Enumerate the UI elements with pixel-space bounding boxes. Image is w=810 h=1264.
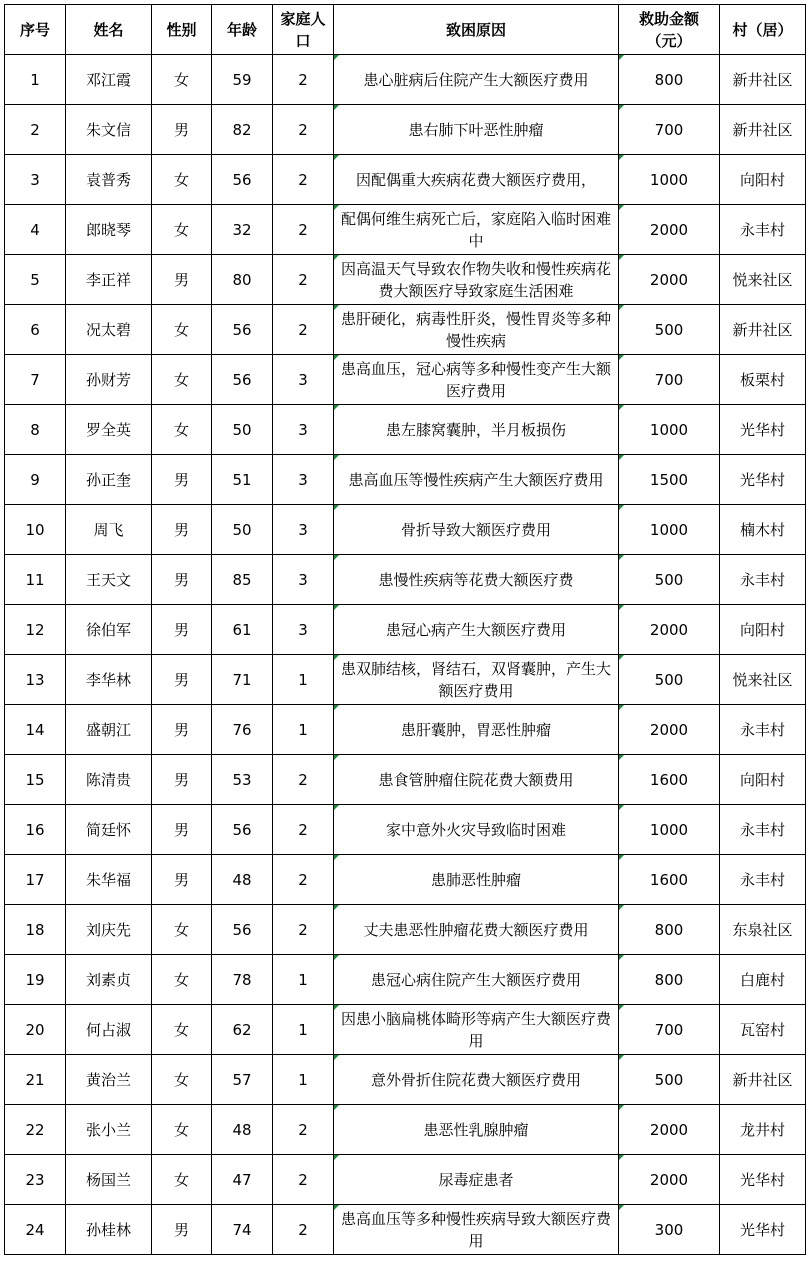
cell-name: 陈清贵 <box>66 755 152 805</box>
cell-reason: 患冠心病产生大额医疗费用 <box>334 605 619 655</box>
cell-age: 50 <box>212 505 273 555</box>
cell-reason: 因高温天气导致农作物失收和慢性疾病花费大额医疗导致家庭生活困难 <box>334 255 619 305</box>
cell-reason: 患恶性乳腺肿瘤 <box>334 1105 619 1155</box>
cell-amount: 300 <box>619 1205 720 1255</box>
cell-family: 2 <box>273 55 334 105</box>
cell-village: 新井社区 <box>720 105 806 155</box>
cell-age: 78 <box>212 955 273 1005</box>
cell-age: 61 <box>212 605 273 655</box>
cell-name: 袁普秀 <box>66 155 152 205</box>
cell-amount: 1600 <box>619 755 720 805</box>
cell-village: 悦来社区 <box>720 655 806 705</box>
cell-age: 48 <box>212 855 273 905</box>
cell-name: 孙财芳 <box>66 355 152 405</box>
cell-amount: 800 <box>619 905 720 955</box>
cell-age: 76 <box>212 705 273 755</box>
cell-family: 2 <box>273 255 334 305</box>
cell-reason: 骨折导致大额医疗费用 <box>334 505 619 555</box>
cell-village: 悦来社区 <box>720 255 806 305</box>
cell-name: 黄治兰 <box>66 1055 152 1105</box>
table-row <box>5 605 806 655</box>
cell-name: 郎晓琴 <box>66 205 152 255</box>
cell-name: 罗全英 <box>66 405 152 455</box>
cell-name: 刘庆先 <box>66 905 152 955</box>
cell-reason: 意外骨折住院花费大额医疗费用 <box>334 1055 619 1105</box>
cell-gender: 女 <box>152 1155 212 1205</box>
cell-name: 杨国兰 <box>66 1155 152 1205</box>
cell-reason: 患慢性疾病等花费大额医疗费 <box>334 555 619 605</box>
cell-no: 18 <box>5 905 66 955</box>
cell-family: 1 <box>273 955 334 1005</box>
cell-amount: 2000 <box>619 205 720 255</box>
table-row <box>5 455 806 505</box>
cell-family: 2 <box>273 755 334 805</box>
cell-reason: 患冠心病住院产生大额医疗费用 <box>334 955 619 1005</box>
cell-amount: 500 <box>619 305 720 355</box>
table-row <box>5 755 806 805</box>
cell-gender: 男 <box>152 855 212 905</box>
header-no: 序号 <box>5 5 66 55</box>
cell-gender: 女 <box>152 955 212 1005</box>
table-row <box>5 1155 806 1205</box>
cell-age: 56 <box>212 155 273 205</box>
cell-no: 13 <box>5 655 66 705</box>
cell-family: 3 <box>273 405 334 455</box>
cell-family: 2 <box>273 805 334 855</box>
cell-village: 瓦窑村 <box>720 1005 806 1055</box>
cell-family: 3 <box>273 555 334 605</box>
cell-reason: 丈夫患恶性肿瘤花费大额医疗费用 <box>334 905 619 955</box>
cell-gender: 女 <box>152 355 212 405</box>
cell-gender: 女 <box>152 905 212 955</box>
cell-family: 1 <box>273 655 334 705</box>
table-row <box>5 205 806 255</box>
table-row <box>5 655 806 705</box>
cell-amount: 1000 <box>619 505 720 555</box>
cell-age: 80 <box>212 255 273 305</box>
cell-family: 2 <box>273 905 334 955</box>
table-row <box>5 955 806 1005</box>
cell-age: 32 <box>212 205 273 255</box>
cell-reason: 配偶何维生病死亡后，家庭陷入临时困难中 <box>334 205 619 255</box>
cell-gender: 男 <box>152 505 212 555</box>
cell-no: 5 <box>5 255 66 305</box>
cell-name: 朱华福 <box>66 855 152 905</box>
table-row <box>5 855 806 905</box>
cell-village: 光华村 <box>720 455 806 505</box>
cell-reason: 患双肺结核，肾结石，双肾囊肿，产生大额医疗费用 <box>334 655 619 705</box>
cell-age: 53 <box>212 755 273 805</box>
cell-village: 向阳村 <box>720 155 806 205</box>
cell-reason: 患高血压等慢性疾病产生大额医疗费用 <box>334 455 619 505</box>
cell-no: 21 <box>5 1055 66 1105</box>
cell-family: 1 <box>273 705 334 755</box>
cell-name: 简廷怀 <box>66 805 152 855</box>
cell-amount: 800 <box>619 955 720 1005</box>
cell-family: 2 <box>273 1155 334 1205</box>
cell-village: 东泉社区 <box>720 905 806 955</box>
cell-gender: 女 <box>152 1005 212 1055</box>
cell-amount: 2000 <box>619 1155 720 1205</box>
cell-gender: 男 <box>152 455 212 505</box>
table-row <box>5 1105 806 1155</box>
header-row <box>5 5 806 55</box>
header-gender: 性别 <box>152 5 212 55</box>
cell-name: 朱文信 <box>66 105 152 155</box>
cell-reason: 患心脏病后住院产生大额医疗费用 <box>334 55 619 105</box>
cell-no: 12 <box>5 605 66 655</box>
cell-name: 徐伯军 <box>66 605 152 655</box>
cell-amount: 800 <box>619 55 720 105</box>
table-row <box>5 705 806 755</box>
table-row <box>5 305 806 355</box>
cell-gender: 女 <box>152 205 212 255</box>
cell-gender: 女 <box>152 1105 212 1155</box>
cell-age: 56 <box>212 805 273 855</box>
cell-name: 盛朝江 <box>66 705 152 755</box>
table-row <box>5 1055 806 1105</box>
cell-family: 2 <box>273 105 334 155</box>
cell-age: 57 <box>212 1055 273 1105</box>
cell-no: 10 <box>5 505 66 555</box>
cell-name: 邓江霞 <box>66 55 152 105</box>
cell-no: 23 <box>5 1155 66 1205</box>
cell-reason: 家中意外火灾导致临时困难 <box>334 805 619 855</box>
cell-age: 59 <box>212 55 273 105</box>
cell-family: 2 <box>273 305 334 355</box>
table-row <box>5 155 806 205</box>
cell-gender: 男 <box>152 755 212 805</box>
cell-amount: 700 <box>619 1005 720 1055</box>
cell-no: 14 <box>5 705 66 755</box>
cell-village: 永丰村 <box>720 555 806 605</box>
cell-no: 2 <box>5 105 66 155</box>
cell-no: 7 <box>5 355 66 405</box>
header-age: 年龄 <box>212 5 273 55</box>
cell-village: 永丰村 <box>720 805 806 855</box>
cell-name: 张小兰 <box>66 1105 152 1155</box>
cell-name: 李正祥 <box>66 255 152 305</box>
cell-no: 16 <box>5 805 66 855</box>
cell-no: 6 <box>5 305 66 355</box>
cell-amount: 700 <box>619 355 720 405</box>
cell-village: 新井社区 <box>720 1055 806 1105</box>
cell-gender: 男 <box>152 255 212 305</box>
cell-reason: 患高血压，冠心病等多种慢性变产生大额医疗费用 <box>334 355 619 405</box>
cell-amount: 1000 <box>619 405 720 455</box>
cell-gender: 女 <box>152 155 212 205</box>
cell-family: 2 <box>273 1105 334 1155</box>
cell-reason: 因配偶重大疾病花费大额医疗费用， <box>334 155 619 205</box>
cell-family: 2 <box>273 855 334 905</box>
cell-amount: 1500 <box>619 455 720 505</box>
cell-village: 光华村 <box>720 405 806 455</box>
cell-age: 50 <box>212 405 273 455</box>
cell-no: 9 <box>5 455 66 505</box>
cell-gender: 女 <box>152 55 212 105</box>
cell-amount: 2000 <box>619 605 720 655</box>
cell-amount: 2000 <box>619 1105 720 1155</box>
table-row <box>5 105 806 155</box>
cell-name: 况太碧 <box>66 305 152 355</box>
cell-no: 20 <box>5 1005 66 1055</box>
cell-age: 74 <box>212 1205 273 1255</box>
cell-reason: 尿毒症患者 <box>334 1155 619 1205</box>
cell-age: 56 <box>212 355 273 405</box>
header-family: 家庭人口 <box>273 5 334 55</box>
cell-age: 56 <box>212 905 273 955</box>
cell-reason: 因患小脑扁桃体畸形等病产生大额医疗费用 <box>334 1005 619 1055</box>
table-row <box>5 505 806 555</box>
cell-family: 3 <box>273 455 334 505</box>
cell-no: 19 <box>5 955 66 1005</box>
cell-age: 85 <box>212 555 273 605</box>
cell-family: 1 <box>273 1005 334 1055</box>
cell-village: 楠木村 <box>720 505 806 555</box>
cell-amount: 500 <box>619 555 720 605</box>
cell-family: 3 <box>273 355 334 405</box>
cell-amount: 700 <box>619 105 720 155</box>
table-row <box>5 55 806 105</box>
cell-name: 孙正奎 <box>66 455 152 505</box>
cell-gender: 男 <box>152 655 212 705</box>
cell-amount: 500 <box>619 655 720 705</box>
header-reason: 致困原因 <box>334 5 619 55</box>
cell-reason: 患肝硬化，病毒性肝炎，慢性胃炎等多种慢性疾病 <box>334 305 619 355</box>
cell-family: 2 <box>273 155 334 205</box>
cell-reason: 患肝囊肿，胃恶性肿瘤 <box>334 705 619 755</box>
table-row <box>5 805 806 855</box>
cell-age: 82 <box>212 105 273 155</box>
cell-no: 8 <box>5 405 66 455</box>
cell-village: 永丰村 <box>720 705 806 755</box>
cell-age: 56 <box>212 305 273 355</box>
cell-amount: 500 <box>619 1055 720 1105</box>
table-row <box>5 1005 806 1055</box>
cell-gender: 男 <box>152 605 212 655</box>
cell-no: 1 <box>5 55 66 105</box>
cell-gender: 男 <box>152 805 212 855</box>
cell-family: 2 <box>273 1205 334 1255</box>
cell-village: 永丰村 <box>720 205 806 255</box>
cell-gender: 男 <box>152 105 212 155</box>
header-village: 村（居） <box>720 5 806 55</box>
cell-no: 11 <box>5 555 66 605</box>
cell-amount: 2000 <box>619 705 720 755</box>
cell-village: 白鹿村 <box>720 955 806 1005</box>
cell-no: 3 <box>5 155 66 205</box>
table-row <box>5 1205 806 1255</box>
cell-name: 周飞 <box>66 505 152 555</box>
cell-village: 光华村 <box>720 1155 806 1205</box>
cell-gender: 女 <box>152 405 212 455</box>
table-row <box>5 555 806 605</box>
cell-village: 光华村 <box>720 1205 806 1255</box>
table-body <box>5 55 806 1255</box>
cell-age: 71 <box>212 655 273 705</box>
cell-name: 王天文 <box>66 555 152 605</box>
cell-reason: 患食管肿瘤住院花费大额费用 <box>334 755 619 805</box>
header-amount: 救助金额（元） <box>619 5 720 55</box>
cell-reason: 患左膝窝囊肿，半月板损伤 <box>334 405 619 455</box>
cell-family: 3 <box>273 505 334 555</box>
cell-name: 李华林 <box>66 655 152 705</box>
cell-no: 15 <box>5 755 66 805</box>
cell-age: 47 <box>212 1155 273 1205</box>
cell-village: 龙井村 <box>720 1105 806 1155</box>
cell-family: 2 <box>273 205 334 255</box>
table-row <box>5 355 806 405</box>
cell-amount: 1600 <box>619 855 720 905</box>
cell-family: 1 <box>273 1055 334 1105</box>
cell-no: 4 <box>5 205 66 255</box>
cell-age: 48 <box>212 1105 273 1155</box>
header-name: 姓名 <box>66 5 152 55</box>
cell-village: 向阳村 <box>720 605 806 655</box>
cell-village: 新井社区 <box>720 55 806 105</box>
cell-no: 17 <box>5 855 66 905</box>
cell-name: 何占淑 <box>66 1005 152 1055</box>
table-row <box>5 255 806 305</box>
cell-gender: 男 <box>152 1205 212 1255</box>
cell-village: 新井社区 <box>720 305 806 355</box>
cell-family: 3 <box>273 605 334 655</box>
cell-name: 孙桂林 <box>66 1205 152 1255</box>
cell-amount: 1000 <box>619 805 720 855</box>
table-row <box>5 405 806 455</box>
cell-reason: 患高血压等多种慢性疾病导致大额医疗费用 <box>334 1205 619 1255</box>
cell-age: 51 <box>212 455 273 505</box>
cell-gender: 男 <box>152 705 212 755</box>
cell-reason: 患肺恶性肿瘤 <box>334 855 619 905</box>
cell-no: 24 <box>5 1205 66 1255</box>
cell-village: 板栗村 <box>720 355 806 405</box>
table-row <box>5 905 806 955</box>
cell-amount: 1000 <box>619 155 720 205</box>
cell-gender: 女 <box>152 1055 212 1105</box>
cell-name: 刘素贞 <box>66 955 152 1005</box>
cell-village: 向阳村 <box>720 755 806 805</box>
relief-table <box>4 4 806 1255</box>
cell-no: 22 <box>5 1105 66 1155</box>
cell-gender: 女 <box>152 305 212 355</box>
cell-reason: 患右肺下叶恶性肿瘤 <box>334 105 619 155</box>
cell-amount: 2000 <box>619 255 720 305</box>
cell-age: 62 <box>212 1005 273 1055</box>
cell-gender: 男 <box>152 555 212 605</box>
cell-village: 永丰村 <box>720 855 806 905</box>
